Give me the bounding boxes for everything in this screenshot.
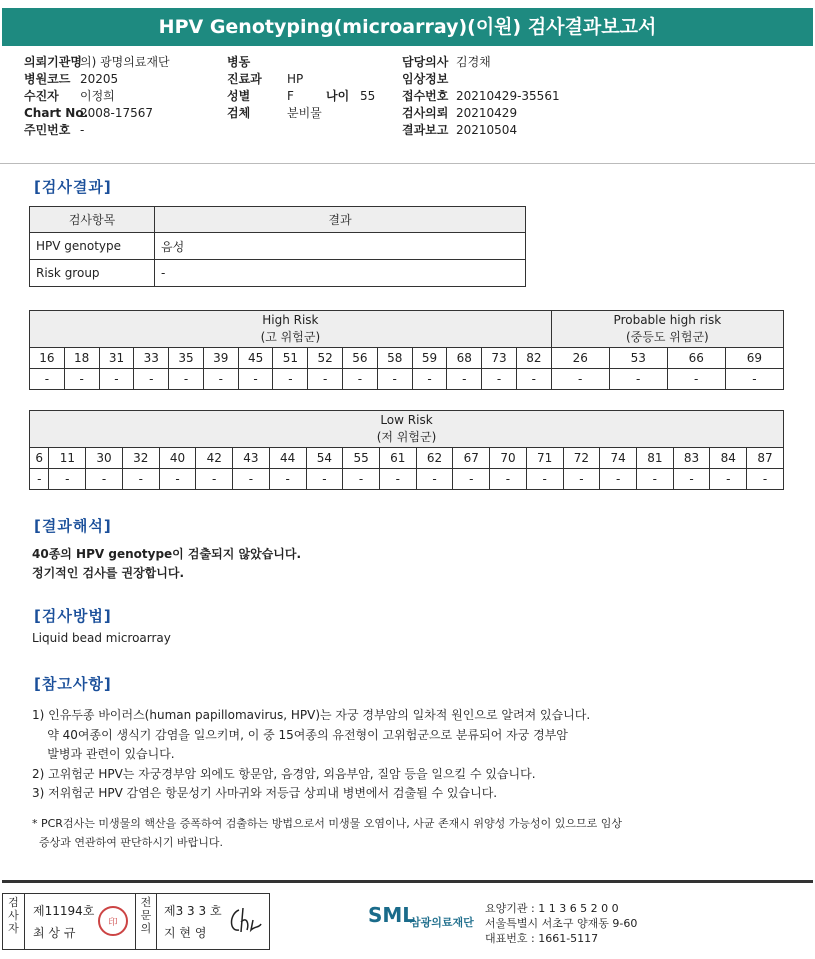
footer-line: 요양기관 : 1 1 3 6 5 2 0 0: [485, 902, 619, 915]
genotype-result: -: [412, 369, 447, 390]
group-title: Probable high risk: [613, 313, 722, 327]
reference-list: [32, 706, 762, 804]
genotype-cell: 59: [412, 348, 447, 369]
genotype-cell: 18: [64, 348, 99, 369]
genotype-cell: 66: [667, 348, 725, 369]
inspector-no: 제11194호: [33, 904, 95, 918]
note-line: * PCR검사는 미생물의 핵산을 증폭하여 검출하는 방법으로서 미생물 오염이나, 사균 존재시 위양성 가능성이 있으므로 임상: [32, 817, 622, 830]
genotype-cell: 31: [99, 348, 134, 369]
genotype-cell: 6: [30, 448, 49, 469]
genotype-result: -: [447, 369, 482, 390]
genotype-cell: 84: [710, 448, 747, 469]
info-label: 의뢰기관명: [24, 55, 82, 69]
genotype-result: -: [273, 369, 308, 390]
info-value: 20210429: [456, 106, 518, 120]
genotype-cell: 51: [273, 348, 308, 369]
info-label: 병원코드: [24, 72, 71, 86]
info-label: 병동: [227, 55, 251, 69]
info-label: Chart No.: [24, 106, 89, 120]
genotype-result: -: [710, 469, 747, 490]
group-subtitle: (저 위험군): [376, 430, 437, 444]
result-header-item: 검사항목: [30, 207, 155, 233]
genotype-result: -: [308, 369, 343, 390]
info-label: 검체: [227, 106, 251, 120]
result-table: [29, 206, 526, 287]
genotype-cell: 53: [609, 348, 667, 369]
info-label: 접수번호: [402, 89, 449, 103]
low-risk-table: [29, 410, 784, 490]
reference-line: 3) 저위험군 HPV 감염은 항문성기 사마귀와 저등급 상피내 병변에서 검출될 수 있습니다.: [32, 786, 498, 800]
info-label: 수진자: [24, 89, 59, 103]
signature-icon: [225, 904, 263, 938]
divider: [0, 163, 815, 164]
reference-line: 1) 인유두종 바이러스(human papillomavirus, HPV)는 자궁 경부암의 일차적 원인으로 알려져 있습니다.: [32, 708, 591, 722]
genotype-result: -: [667, 369, 725, 390]
genotype-cell: 11: [49, 448, 86, 469]
genotype-result: -: [453, 469, 490, 490]
result-header-value: 결과: [155, 207, 526, 233]
probable-high-risk-header: [551, 311, 783, 348]
genotype-result: -: [490, 469, 527, 490]
genotype-cell: 87: [747, 448, 784, 469]
info-value: F: [287, 89, 294, 103]
genotype-cell: 52: [308, 348, 343, 369]
genotype-result: -: [482, 369, 517, 390]
genotype-cell: 81: [636, 448, 673, 469]
genotype-result: -: [159, 469, 196, 490]
info-label: 진료과: [227, 72, 262, 86]
group-title: High Risk: [262, 313, 319, 327]
section-interpretation-title: [결과해석]: [34, 517, 112, 535]
genotype-cell: 61: [379, 448, 416, 469]
reference-line: 2) 고위험군 HPV는 자궁경부암 외에도 항문암, 음경암, 외음부암, 질암 등을 일으킬 수 있습니다.: [32, 766, 536, 781]
reference-line: 약 40여종이 생식기 감염을 일으키며, 이 중 15여종의 유전형이 고위험군으로 분류되어 자궁 경부암: [32, 727, 568, 742]
info-label: 성별: [227, 89, 251, 103]
genotype-result: -: [725, 369, 783, 390]
genotype-result: -: [600, 469, 637, 490]
reference-line: 발병과 관련이 있습니다.: [32, 747, 175, 761]
low-risk-header: [30, 411, 784, 448]
interpretation-line: 정기적인 검사를 권장합니다.: [32, 566, 185, 580]
genotype-result: -: [377, 369, 412, 390]
info-value: 20205: [80, 72, 119, 86]
genotype-cell: 68: [447, 348, 482, 369]
specialist-label: 전문의: [135, 894, 157, 949]
section-result-title: [검사결과]: [34, 178, 112, 196]
genotype-result: -: [99, 369, 134, 390]
genotype-cell: 71: [526, 448, 563, 469]
genotype-cell: 30: [86, 448, 123, 469]
high-risk-table: [29, 310, 784, 390]
high-risk-header: [30, 311, 552, 348]
genotype-result: -: [49, 469, 86, 490]
table-row: [30, 233, 526, 260]
genotype-cell: 58: [377, 348, 412, 369]
info-value: 의) 광명의료재단: [80, 55, 170, 69]
genotype-cell: 72: [563, 448, 600, 469]
genotype-result: -: [379, 469, 416, 490]
genotype-cell: 54: [306, 448, 343, 469]
info-label: 임상정보: [402, 72, 449, 86]
footer-info: [485, 901, 637, 946]
genotype-cell: 26: [551, 348, 609, 369]
seal-icon: 印: [98, 906, 128, 936]
genotype-result: -: [343, 369, 378, 390]
genotype-result: -: [673, 469, 710, 490]
specialist-name: 지 현 영: [164, 926, 207, 940]
interpretation-line: 40종의 HPV genotype이 검출되지 않았습니다.: [32, 547, 302, 561]
inspector-label: 검사자: [3, 894, 25, 949]
group-title: Low Risk: [380, 413, 433, 427]
genotype-result: -: [416, 469, 453, 490]
footer-name: 삼광의료재단: [410, 916, 474, 929]
genotype-cell: 32: [122, 448, 159, 469]
genotype-result: -: [134, 369, 169, 390]
footer-line: 서울특별시 서초구 양재동 9-60: [485, 917, 638, 930]
info-label: 결과보고: [402, 123, 449, 137]
genotype-result: -: [196, 469, 233, 490]
inspector-name: 최 상 규: [33, 926, 76, 940]
genotype-result: -: [343, 469, 380, 490]
genotype-result: -: [169, 369, 204, 390]
footer-divider: [2, 880, 813, 883]
specialist-no: 제3 3 3 호: [164, 904, 222, 918]
genotype-result: -: [269, 469, 306, 490]
genotype-cell: 55: [343, 448, 380, 469]
genotype-cell: 44: [269, 448, 306, 469]
genotype-result: -: [30, 369, 65, 390]
info-label: 주민번호: [24, 123, 71, 137]
genotype-result: -: [516, 369, 551, 390]
section-reference-title: [참고사항]: [34, 675, 112, 693]
genotype-cell: 39: [203, 348, 238, 369]
genotype-cell: 74: [600, 448, 637, 469]
info-value: 20210429-35561: [456, 89, 560, 103]
genotype-cell: 33: [134, 348, 169, 369]
genotype-cell: 40: [159, 448, 196, 469]
genotype-result: -: [238, 369, 273, 390]
footer-line: 대표번호 : 1661-5117: [485, 932, 599, 945]
method-text: Liquid bead microarray: [32, 631, 171, 645]
result-value: -: [155, 260, 526, 287]
note-text: [32, 814, 762, 852]
info-value: 이정희: [80, 89, 115, 103]
genotype-result: -: [30, 469, 49, 490]
genotype-result: -: [636, 469, 673, 490]
info-value: 분비물: [287, 106, 322, 120]
genotype-cell: 67: [453, 448, 490, 469]
genotype-cell: 35: [169, 348, 204, 369]
note-line: 증상과 연관하여 판단하시기 바랍니다.: [32, 836, 223, 849]
table-row: [30, 260, 526, 287]
sml-logo-icon: SML: [368, 903, 416, 927]
info-label: 담당의사: [402, 55, 449, 69]
genotype-cell: 42: [196, 448, 233, 469]
genotype-cell: 56: [343, 348, 378, 369]
info-label: 검사의뢰: [402, 106, 449, 120]
info-value: 20210504: [456, 123, 518, 137]
report-title: HPV Genotyping(microarray)(이원) 검사결과보고서: [2, 8, 813, 46]
genotype-result: -: [64, 369, 99, 390]
genotype-cell: 16: [30, 348, 65, 369]
genotype-cell: 62: [416, 448, 453, 469]
genotype-cell: 43: [233, 448, 270, 469]
group-subtitle: (중등도 위험군): [625, 330, 709, 344]
genotype-cell: 83: [673, 448, 710, 469]
genotype-result: -: [747, 469, 784, 490]
result-item: HPV genotype: [30, 233, 155, 260]
genotype-cell: 73: [482, 348, 517, 369]
result-item: Risk group: [30, 260, 155, 287]
genotype-result: -: [306, 469, 343, 490]
genotype-result: -: [233, 469, 270, 490]
genotype-cell: 69: [725, 348, 783, 369]
genotype-result: -: [203, 369, 238, 390]
genotype-result: -: [609, 369, 667, 390]
genotype-result: -: [526, 469, 563, 490]
genotype-cell: 45: [238, 348, 273, 369]
info-value: HP: [287, 72, 304, 86]
info-value: 55: [360, 89, 376, 103]
info-label: 나이: [326, 89, 350, 103]
info-value: 2008-17567: [80, 106, 154, 120]
genotype-result: -: [86, 469, 123, 490]
signature-box: [2, 893, 270, 950]
group-subtitle: (고 위험군): [260, 330, 321, 344]
genotype-result: -: [551, 369, 609, 390]
genotype-result: -: [122, 469, 159, 490]
section-method-title: [검사방법]: [34, 607, 112, 625]
genotype-cell: 82: [516, 348, 551, 369]
genotype-result: -: [563, 469, 600, 490]
info-value: 김경채: [456, 55, 491, 69]
genotype-cell: 70: [490, 448, 527, 469]
result-value: 음성: [155, 233, 526, 260]
interpretation-text: [32, 545, 301, 583]
info-value: -: [80, 123, 85, 137]
